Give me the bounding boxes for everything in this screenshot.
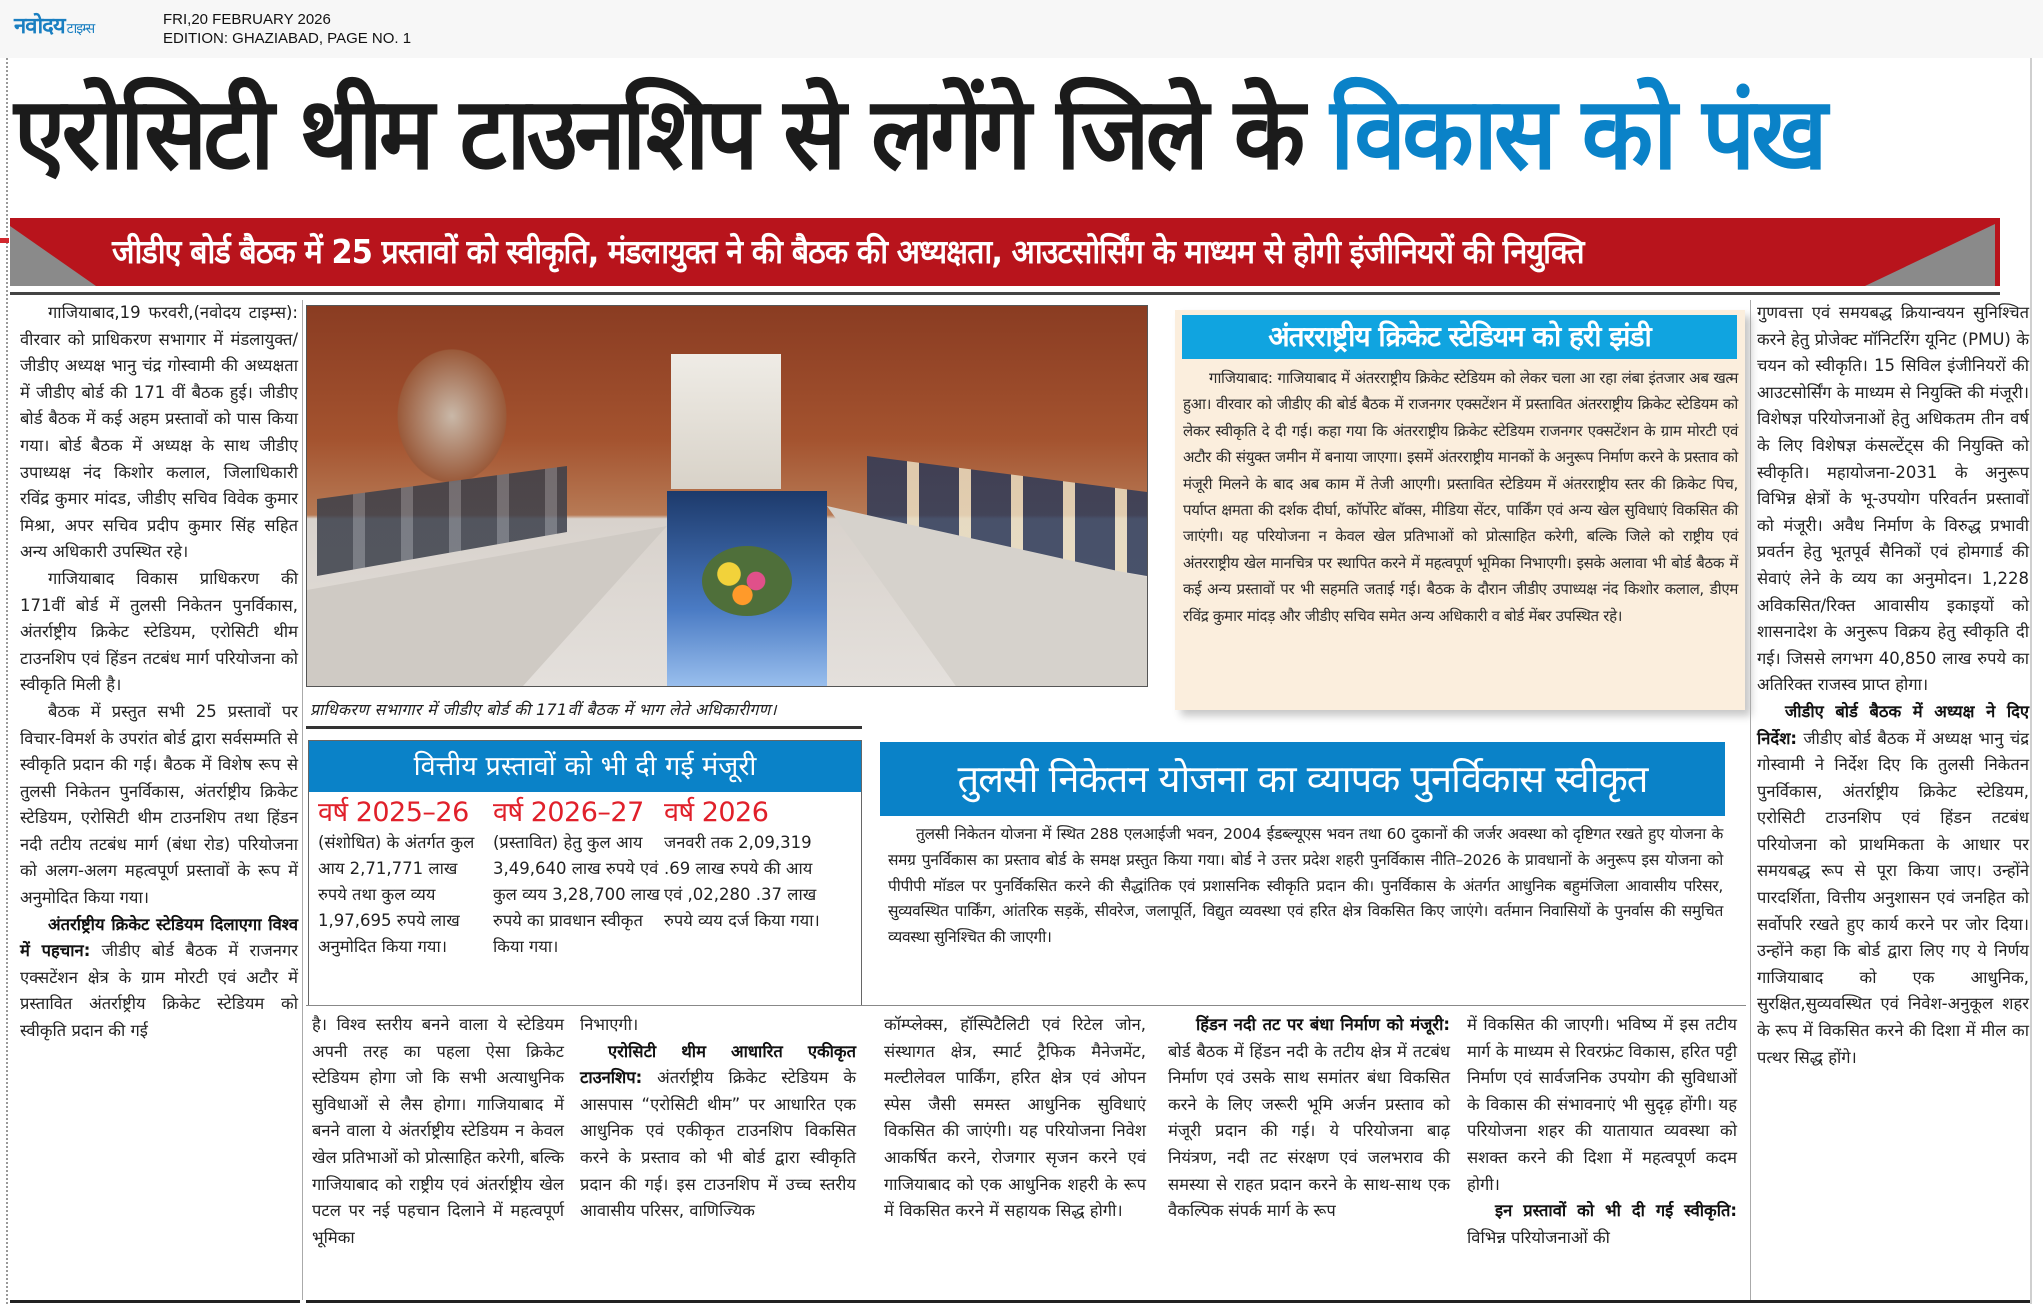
subhead-other-approvals: इन प्रस्तावों को भी दी गई स्वीकृति:	[1495, 1201, 1737, 1221]
tulsi-niketan-title: तुलसी निकेतन योजना का व्यापक पुनर्विकास स्वीकृत	[880, 742, 1725, 816]
photo-flower-arrangement	[702, 546, 792, 616]
cricket-box-body	[1183, 365, 1738, 629]
bottom-column-3	[884, 1012, 1146, 1225]
article-column-right	[1757, 300, 2029, 1071]
finance-year-text: (प्रस्तावित) हेतु कुल आय 3,49,640 लाख रुपये एवं कुल व्यय 3,28,700 लाख रुपये का प्रावधान स्वीकृत किया गया।	[493, 833, 660, 956]
right-column-paragraph-1: गुणवत्ता एवं समयबद्ध क्रियान्वयन सुनिश्चित करने हेतु प्रोजेक्ट मॉनिटरिंग यूनिट (PMU) के चयन को स्वीकृति। 15 सिविल इंजीनियरों की आउटसोर्सिंग के माध्यम से नियुक्ति की मंजूरी। विशेषज्ञ परियोजनाओं हेतु अधिकतम तीन वर्ष के लिए विशेषज्ञ कंसल्टेंट्स की नियुक्ति को स्वीकृति। महायोजना-2031 के अनुरूप विभिन्न क्षेत्रों के भू-उपयोग परिवर्तन प्रस्तावों को मंजूरी। अवैध निर्माण के विरुद्ध प्रभावी प्रवर्तन हेतु भूतपूर्व सैनिकों एवं होमगार्ड की सेवाएं लेने के व्यय का अनुमोदन। 1,228 अविकसित/रिक्त आवासीय इकाइयों को शासनादेश के अनुरूप विक्रय हेतु स्वीकृति दी गई। जिससे लगभग 40,850 लाख रुपये का अतिरिक्त राजस्व प्राप्त होगा।	[1757, 303, 2029, 695]
newspaper-logo[interactable]	[14, 10, 94, 40]
photo-caption: प्राधिकरण सभागार में जीडीए बोर्ड की 171वीं बैठक में भाग लेते अधिकारीगण।	[310, 700, 777, 719]
column1-paragraph-1: गाजियाबाद,19 फरवरी,(नवोदय टाइम्स): वीरवार को प्राधिकरण सभागार में मंडलायुक्त/जीडीए अध्यक्ष भानु चंद्र गोस्वामी की अध्यक्षता में जीडीए बोर्ड की 171 वीं बैठक हुई। जीडीए बोर्ड बैठक में कई अहम प्रस्तावों को पास किया गया। बोर्ड बैठक में अध्यक्ष के साथ जीडीए उपाध्यक्ष नंद किशोर कलाल, जिलाधिकारी रविंद्र कुमार मांदड, जीडीए सचिव विवेक कुमार मिश्रा, अपर सचिव प्रदीप कुमार सिंह सहित अन्य अधिकारी उपस्थित रहे।	[20, 303, 298, 562]
bottom-column-1	[312, 1012, 564, 1251]
page-right-edge	[2030, 58, 2032, 1304]
column-divider	[1750, 300, 1751, 1300]
column1-paragraph-4	[20, 912, 298, 1045]
column1-paragraph-4-text: जीडीए बोर्ड बैठक में राजनगर एक्सटेंशन क्षेत्र के ग्राम मोरटी एवं अटौर में प्रस्तावित अंतर्राष्ट्रीय क्रिकेट स्टेडियम को स्वीकृति प्रदान की गई	[20, 941, 298, 1041]
bottom-column-5-text: में विकसित की जाएगी। भविष्य में इस तटीय मार्ग के माध्यम से रिवरफ्रंट विकास, हरित पट्टी निर्माण एवं सार्वजनिक उपयोग की सुविधाओं के विकास की संभावनाएं भी सुदृढ़ होंगी। यह परियोजना शहर की यातायात व्यवस्था को सशक्त करने की दिशा में महत्वपूर्ण कदम होगी।	[1467, 1015, 1737, 1194]
bottom-column-4	[1168, 1012, 1450, 1225]
page-marker	[0, 238, 9, 243]
page-bottom-rule-left	[10, 1300, 300, 1303]
bottom-column-2-text	[580, 1039, 856, 1225]
column-divider	[302, 300, 303, 1300]
meeting-photo[interactable]	[306, 305, 1148, 687]
tulsi-niketan-body	[888, 822, 1723, 951]
column1-paragraph-3: बैठक में प्रस्तुत सभी 25 प्रस्तावों पर विचार-विमर्श के उपरांत बोर्ड द्वारा सर्वसम्मति से स्वीकृति प्रदान की गई। बैठक में विशेष रूप से तुलसी निकेतन पुनर्विकास, अंतर्राष्ट्रीय क्रिकेट स्टेडियम, एरोसिटी थीम टाउनशिप तथा हिंडन नदी तटीय तटबंध मार्ग (बंधा रोड) परियोजना को अलग-अलग महत्वपूर्ण प्रस्तावों के रूप में अनुमोदित किया गया।	[20, 701, 298, 908]
finance-column-2025-26	[318, 796, 488, 960]
bottom-column-2-body: अंतर्राष्ट्रीय क्रिकेट स्टेडियम के आसपास “एरोसिटी थीम” पर आधारित एक आधुनिक एवं एकीकृत टाउनशिप विकसित करने के प्रस्ताव को भी बोर्ड द्वारा स्वीकृति प्रदान की गई। इस टाउनशिप में उच्च स्तरीय आवासीय परिसर, वाणिज्यिक	[580, 1068, 856, 1221]
bottom-column-5-tail-text: विभिन्न परियोजनाओं की	[1467, 1227, 1610, 1247]
headline-blue: विकास को पंख	[1330, 75, 1824, 192]
finance-column-2026	[664, 796, 834, 934]
headline-black: एरोसिटी थीम टाउनशिप से लगेंगे जिले के	[14, 75, 1331, 192]
caption-rule	[306, 726, 862, 729]
photo-backdrop-banner	[671, 354, 781, 489]
column1-paragraph-2: गाजियाबाद विकास प्राधिकरण की 171वीं बोर्ड में तुलसी निकेतन पुनर्विकास, अंतर्राष्ट्रीय क्रिकेट स्टेडियम, एरोसिटी थीम टाउनशिप एवं हिंडन तटबंध मार्ग परियोजना को स्वीकृति मिली है।	[20, 568, 298, 695]
finance-year-label: वर्ष 2026–27	[493, 797, 644, 828]
subhead-cricket-identity: अंतर्राष्ट्रीय क्रिकेट स्टेडियम दिलाएगा विश्व में पहचान:	[20, 914, 298, 961]
finance-year-text: (संशोधित) के अंतर्गत कुल आय 2,71,771 लाख रुपये तथा कुल व्यय 1,97,695 रुपये लाख अनुमोदित किया गया।	[318, 833, 475, 956]
bottom-column-4-text	[1168, 1012, 1450, 1225]
right-column-paragraph-2	[1757, 699, 2029, 1071]
edition-date: FRI,20 FEBRUARY 2026	[163, 11, 331, 28]
edition-meta	[163, 10, 411, 48]
finance-year-text: जनवरी तक 2,09,319 .69 लाख रुपये की आय एवं ,02,280 .37 लाख रुपये व्यय दर्ज किया गया।	[664, 833, 820, 930]
logo-main-text: नवोदय	[14, 14, 65, 39]
logo-sub-text: टाइम्स	[66, 21, 95, 37]
subhead-hindon-embankment: हिंडन नदी तट पर बंधा निर्माण को मंजूरी:	[1196, 1015, 1450, 1034]
finance-column-2026-27	[493, 796, 663, 960]
finance-year-label: वर्ष 2025–26	[318, 797, 469, 828]
tulsi-niketan-text: तुलसी निकेतन योजना में स्थित 288 एलआईजी भवन, 2004 ईडब्ल्यूएस भवन तथा 60 दुकानों की जर्जर अवस्था को दृष्टिगत रखते हुए योजना के समग्र पुनर्विकास का प्रस्ताव बोर्ड के समक्ष प्रस्तुत किया गया। बोर्ड ने उत्तर प्रदेश शहरी पुनर्विकास नीति–2026 के प्रावधानों के अनुरूप इस योजना को पीपीपी मॉडल पर पुनर्विकसित करने की सैद्धांतिक एवं प्रशासनिक स्वीकृति प्रदान की। पुनर्विकास के अंतर्गत आधुनिक बहुमंजिला आवासीय परिसर, सुव्यवस्थित पार्किंग, आंतरिक सड़कें, सीवरेज, जलापूर्ति, विद्युत व्यवस्था एवं हरित क्षेत्र विकसित किए जाएंगे। वर्तमान निवासियों के पुनर्वास की समुचित व्यवस्था सुनिश्चित की जाएगी।	[888, 825, 1723, 947]
edition-name-page: EDITION: GHAZIABAD, PAGE NO. 1	[163, 30, 412, 47]
strap-underline	[10, 292, 2000, 295]
subhead-chairman-directions: जीडीए बोर्ड बैठक में अध्यक्ष ने दिए निर्देश:	[1757, 701, 2029, 748]
bottom-column-5-tail	[1467, 1198, 1737, 1251]
bottom-column-3-text: कॉम्प्लेक्स, हॉस्पिटैलिटी एवं रिटेल जोन, संस्थागत क्षेत्र, स्मार्ट ट्रैफिक मैनेजमेंट, मल्टीलेवल पार्किंग, हरित क्षेत्र एवं ओपन स्पेस जैसी समस्त आधुनिक सुविधाएं विकसित की जाएंगी। यह परियोजना निवेश आकर्षित करने, रोजगार सृजन करने एवं गाजियाबाद को एक आधुनिक शहरी के रूप में विकसित करने में सहायक सिद्ध होगी।	[884, 1015, 1146, 1221]
bottom-column-4-body: बोर्ड बैठक में हिंडन नदी के तटीय क्षेत्र में तटबंध निर्माण एवं उसके साथ समांतर बंधा विकसित करने के लिए जरूरी भूमि अर्जन प्रस्ताव को मंजूरी प्रदान की गई। ये परियोजना बाढ़ नियंत्रण, नदी तट संरक्षण एवं जलभराव की समस्या से राहत प्रदान करने के साथ-साथ एक वैकल्पिक संपर्क मार्ग के रूप	[1168, 1041, 1450, 1221]
main-headline	[14, 64, 1883, 204]
cricket-box-title: अंतरराष्ट्रीय क्रिकेट स्टेडियम को हरी झंडी	[1182, 315, 1737, 359]
bottom-column-2-pre: निभाएगी।	[580, 1015, 639, 1034]
finance-box-title: वित्तीय प्रस्तावों को भी दी गई मंजूरी	[309, 741, 861, 792]
strap-subheadline: जीडीए बोर्ड बैठक में 25 प्रस्तावों को स्वीकृति, मंडलायुक्त ने की बैठक की अध्यक्षता, आउटसोर्सिंग के माध्यम से होगी इंजीनियरों की नियुक्ति	[112, 232, 1584, 271]
section-divider	[306, 1005, 1746, 1006]
finance-year-label: वर्ष 2026	[664, 797, 769, 828]
article-column-1	[20, 300, 298, 1045]
page-left-edge	[0, 58, 8, 1304]
page-bottom-rule	[306, 1300, 2030, 1303]
right-column-paragraph-2-text: जीडीए बोर्ड बैठक में अध्यक्ष भानु चंद्र गोस्वामी ने निर्देश दिए कि तुलसी निकेतन पुनर्विकास, अंतर्राष्ट्रीय क्रिकेट स्टेडियम, एरोसिटी टाउनशिप एवं हिंडन तटबंध परियोजना को प्राथमिकता के आधार पर समयबद्ध रूप से पूरा किया जाए। उन्होंने पारदर्शिता, वित्तीय अनुशासन एवं जनहित को सर्वोपरि रखते हुए कार्य करने पर जोर दिया। उन्होंने कहा कि बोर्ड द्वारा लिए गए ये निर्णय गाजियाबाद को एक आधुनिक, सुरक्षित,सुव्यवस्थित एवं निवेश-अनुकूल शहर के रूप में विकसित करने की दिशा में मील का पत्थर सिद्ध होंगे।	[1757, 728, 2029, 1067]
cricket-box-text: गाजियाबाद: गाजियाबाद में अंतरराष्ट्रीय क्रिकेट स्टेडियम को लेकर चला आ रहा लंबा इंतजार अब खत्म हुआ। वीरवार को जीडीए की बोर्ड बैठक में राजनगर एक्सटेंशन में प्रस्तावित अंतरराष्ट्रीय क्रिकेट स्टेडियम को लेकर स्वीकृति दे दी गई। कहा गया कि अंतरराष्ट्रीय क्रिकेट स्टेडियम राजनगर एक्सटेंशन के ग्राम मोरटी एवं अटौर की संयुक्त जमीन में बनाया जाएगा। इसमें अंतरराष्ट्रीय मानकों के अनुरूप निर्माण करने के प्रस्ताव को मंजूरी मिलने के बाद अब काम में तेजी आएगी। प्रस्तावित स्टेडियम में अंतरराष्ट्रीय स्तर की क्रिकेट पिच, पर्याप्त क्षमता की दर्शक दीर्घा, कॉर्पोरेट बॉक्स, मीडिया सेंटर, पार्किंग एवं अन्य खेल सुविधाएं विकसित की जाएंगी। यह परियोजना न केवल खेल प्रतिभाओं को प्रोत्साहित करेगी, बल्कि जिले को राष्ट्रीय एवं अंतरराष्ट्रीय खेल मानचित्र पर स्थापित करने में महत्वपूर्ण भूमिका निभाएगी। इसके अलावा भी बोर्ड बैठक में कई अन्य प्रस्तावों पर भी सहमति जताई गई। बैठक के दौरान जीडीए उपाध्यक्ष नंद किशोर कलाल, डीएम रविंद्र कुमार मांदड़ और जीडीए सचिव समेत अन्य अधिकारी व बोर्ड मेंबर उपस्थित रहे।	[1183, 369, 1738, 625]
subhead-aerocity-township: एरोसिटी थीम आधारित एकीकृत टाउनशिप:	[580, 1041, 856, 1088]
bottom-column-2	[580, 1012, 856, 1225]
bottom-column-5	[1467, 1012, 1737, 1251]
bottom-column-1-text: है। विश्व स्तरीय बनने वाला ये स्टेडियम अपनी तरह का पहला ऐसा क्रिकेट स्टेडियम होगा जो कि सभी अत्याधुनिक सुविधाओं से लैस होगा। गाजियाबाद में बनने वाला ये अंतर्राष्ट्रीय स्टेडियम न केवल खेल प्रतिभाओं को प्रोत्साहित करेगी, बल्कि गाजियाबाद को राष्ट्रीय एवं अंतर्राष्ट्रीय खेल पटल पर नई पहचान दिलाने में महत्वपूर्ण भूमिका	[312, 1015, 564, 1247]
